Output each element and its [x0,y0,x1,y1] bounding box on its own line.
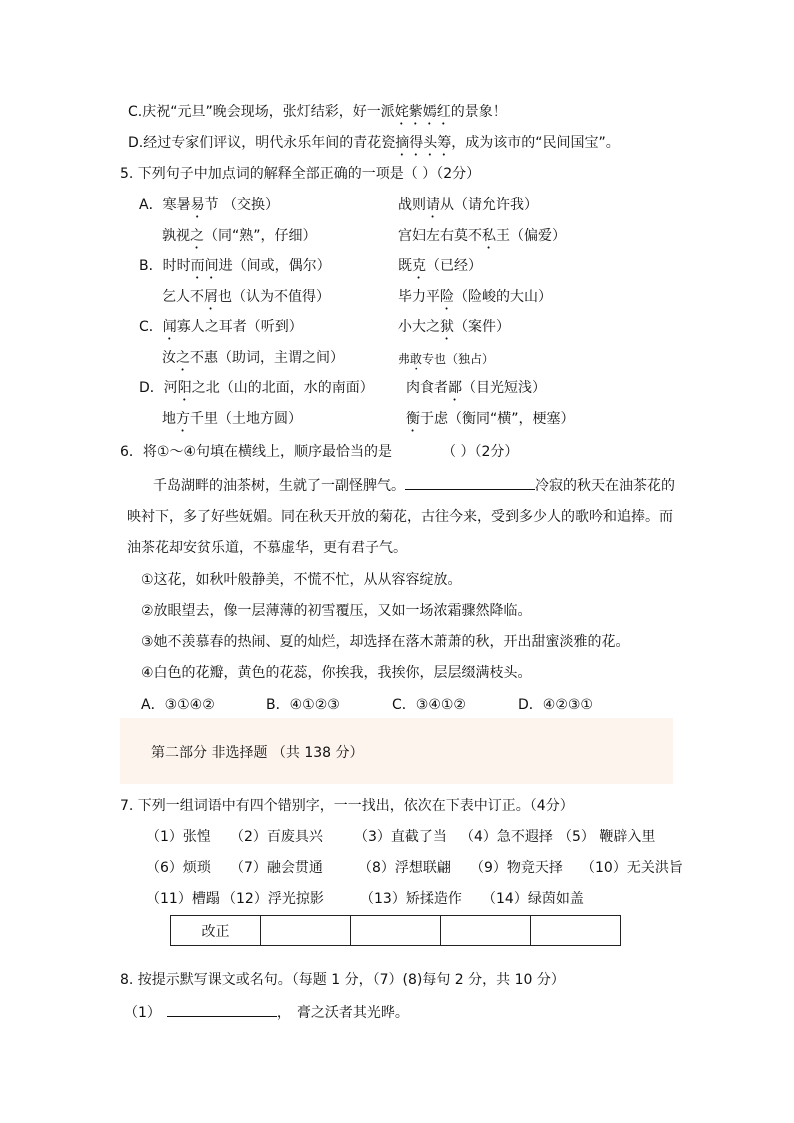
correction-label: 改正 [171,916,261,946]
q5-b2: 既克（已经） [398,258,482,274]
correction-table-row [171,916,621,946]
q5-a1: A．寒暑易节 （交换） [139,197,280,213]
q7-word-6: （6）烦琐 [146,860,211,876]
q6-sentence-2: ②放眼望去，像一层薄薄的初雪覆压，又如一场浓霜骤然降临。 [141,603,532,619]
q5-c2: 小大之狱（案件） [398,319,510,335]
q7-word-5: （5） 鞭辟入里 [558,829,656,845]
q5-a4: 宫妇左右莫不私王（偏爱） [398,228,566,244]
q8-item-1-blank[interactable] [167,1003,277,1017]
section-banner [120,718,673,784]
q5-a3: 孰视之（同“熟”，仔细） [162,228,317,244]
section-title: 第二部分 非选择题 （共 138 分） [151,745,364,761]
q5-d3: 地方千里（土地方圆） [162,411,302,427]
q7-word-8: （8）浮想联翩 [358,860,451,876]
correction-cell-2[interactable] [351,916,441,946]
q5-c1: C．闻寡人之耳者（听到） [139,319,303,335]
q5-d1: D．河阳之北（山的北面，水的南面） [139,380,374,396]
q5-b4: 毕力平险（险峻的大山） [398,289,552,305]
q5-a2: 战则请从（请允许我） [398,197,538,213]
correction-table [170,915,621,946]
q7-word-12: （12）浮光掠影 [222,891,324,907]
q8-item-1: （1） ， 膏之沃者其光晔。 [124,1005,409,1021]
q5-b3: 乞人不屑也（认为不值得） [162,289,330,305]
q5-stem: 5. 下列句子中加点词的解释全部正确的一项是（ ）（2分） [120,166,481,182]
q6-sentence-4: ④白色的花瓣，黄色的花蕊，你挨我，我挨你，层层缀满枝头。 [141,665,532,681]
q5-c4: 弗敢专也（独占） [398,352,495,366]
q6-passage-line-3: 油茶花却安贫乐道，不慕虚华，更有君子气。 [127,540,407,556]
q6-passage-line-1: 千岛湖畔的油茶树，生就了一副怪脾气。 冷寂的秋天在油茶花的 [153,478,675,494]
q6-sentence-1: ①这花，如秋叶般静美，不慌不忙，从从容容绽放。 [141,572,462,588]
q7-word-14: （14）绿茵如盖 [482,891,584,907]
q8-stem: 8. 按提示默写课文或名句。（每题 1 分，（7）(8)每句 2 分，共 10 分） [120,972,565,988]
q6-passage-line-2: 映衬下，多了好些妩媚。同在秋天开放的菊花，古往今来，受到多少人的歌吟和追捧。而 [127,509,673,525]
correction-cell-1[interactable] [261,916,351,946]
q6-option-c: C．③④①② [392,697,466,713]
q5-b1: B．时时而间进（间或，偶尔） [139,258,331,274]
q4-option-d: D.经过专家们评议，明代永乐年间的青花瓷摘得头筹，成为该市的“民间国宝”。 [128,135,620,151]
q5-d2: 肉食者鄙（目光短浅） [406,380,546,396]
q7-word-3: （3）直截了当 [354,829,447,845]
q6-answer-blank[interactable] [405,476,535,490]
q7-word-4: （4）急不遐择 [460,829,553,845]
q6-stem: 6．将①～④句填在横线上，顺序最恰当的是 （ ）（2分） [120,444,519,460]
q7-stem: 7. 下列一组词语中有四个错别字，一一找出，依次在下表中订正。（4分） [120,798,574,814]
q7-word-9: （9）物竞天择 [470,860,563,876]
q7-word-11: （11）槽蹋 [146,891,220,907]
correction-cell-4[interactable] [531,916,621,946]
correction-cell-3[interactable] [441,916,531,946]
q5-d4: 衡于虑（衡同“横”，梗塞） [406,411,575,427]
q6-option-a: A．③①④② [141,697,215,713]
q7-word-1: （1）张惶 [146,829,211,845]
q7-word-7: （7）融会贯通 [230,860,323,876]
q4-option-c: C.庆祝“元旦”晚会现场，张灯结彩，好一派姹紫嫣红的景象！ [128,104,507,120]
q7-word-10: （10）无关洪旨 [581,860,683,876]
q7-word-13: （13）矫揉造作 [360,891,462,907]
q5-c3: 汝之不惠（助词，主谓之间） [162,350,344,366]
q6-option-d: D．④②③① [518,697,593,713]
q6-sentence-3: ③她不羡慕春的热闹、夏的灿烂，却选择在落木萧萧的秋，开出甜蜜淡雅的花。 [141,634,630,650]
q7-word-2: （2）百废具兴 [230,829,323,845]
q6-option-b: B．④①②③ [266,697,340,713]
